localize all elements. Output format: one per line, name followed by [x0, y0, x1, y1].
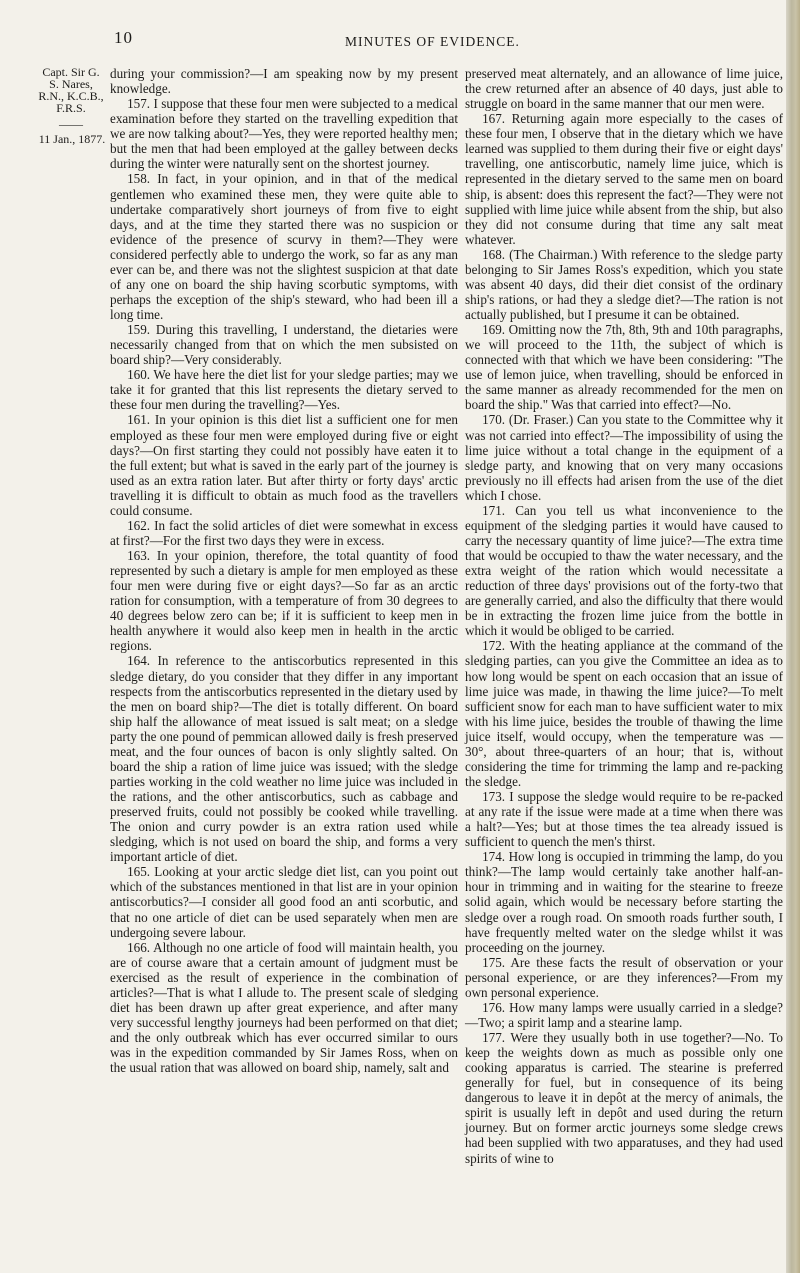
witness-name-line: F.R.S. — [56, 101, 86, 115]
page-number: 10 — [114, 28, 133, 47]
paragraph: 167. Returning again more especially to the cases of these four men, I observe that in the dietary which we have learned was supplied to them during their five or eight days' travelling, one antiscorbutic, namely lime juice, which is represented in the dietary served to the same men on board ship, is absent: does this represent the fact?—They were not supplied with lime juice while absent from the ship, but also they did not consume during that time any salt meat whatever. — [465, 111, 783, 247]
paragraph: 172. With the heating appliance at the command of the sledging parties, can you give the Committee an idea as to how long would be spent on each occasion that an issue of lime juice was made, in thawing the lime juice?—To melt sufficient snow for each man to have sufficient water to mix with his lime juice, besides the trouble of thawing the lime juice itself, would occupy, when the temperature was — 30°, about three-quarters of an hour; that is, without considering the time for trimming the lamp and re-packing the sledge. — [465, 638, 783, 789]
paragraph: 166. Although no one article of food will maintain health, you are of course aware that a certain amount of judgment must be exercised as the result of experience in the combination of articles?—That is what I allude to. The present scale of sledging diet has been drawn up after great experience, and after many very successful lengthy journeys had been performed on that diet; and the only outbreak which has ever occurred similar to ours was in the expedition commanded by Sir James Ross, when on the usual ration that was allowed on board ship, namely, salt and — [110, 939, 458, 1076]
paragraph: 157. I suppose that these four men were subjected to a medical examination before they started on the travelling expedition that we are now talking about?—Yes, they were reported healthy men; but the men that had been employed at the galley between decks during the winter were naturally sent on the shortest journey. — [110, 96, 458, 172]
paragraph: 171. Can you tell us what inconvenience to the equipment of the sledging parties it would have caused to carry the necessary quantity of lime juice?—The extra time that would be occupied to thaw the water necessary, and the extra weight of the ration which would necessitate a reduction of three days' provisions out of the forty-two that are generally carried, and also the difficulty that there would be in extracting the frozen lime juice from the bottle in which it would be obliged to be carried. — [465, 502, 783, 639]
right-column — [465, 66, 783, 1166]
left-column — [110, 66, 458, 1075]
paragraph: during your commission?—I am speaking now by my present knowledge. — [110, 66, 458, 97]
paragraph: 175. Are these facts the result of observation or your personal experience, or are they inferences?—From my own personal experience. — [465, 954, 783, 1000]
margin-divider: —— — [59, 117, 83, 131]
paragraph: 163. In your opinion, therefore, the total quantity of food represented by such a dietary is ample for men employed as these four men were during five or eight days?—So far as an arctic ration for consumption, with a temperature of from 30 degrees to 40 degrees below zero can be; if it is sufficient to keep men in health anywhere it would also keep men in health in the arctic regions. — [110, 548, 458, 654]
paragraph: 158. In fact, in your opinion, and in that of the medical gentlemen who examined these men, they were quite able to undertake comparatively short journeys of from five to eight days, and at the time they started there was no suspicion or evidence of the presence of scurvy in them?—They were considered perfectly able to undergo the work, so far as any man ever can be, and there was not the slightest suspicion at that date of any one on board the ship having scorbutic symptoms, with perhaps the exception of the ship's steward, who had been ill a long time. — [110, 171, 458, 322]
witness-name-line: S. Nares, — [49, 77, 93, 91]
witness-date: 11 Jan., 1877. — [38, 132, 106, 146]
running-head: MINUTES OF EVIDENCE. — [345, 34, 520, 49]
witness-name-line: Capt. Sir G. — [42, 65, 100, 79]
paragraph: 177. Were they usually both in use together?—No. To keep the weights down as much as possible only one cooking apparatus is carried. The stearine is preferred generally for fuel, but in consequence of its being dangerous to leave it in depôt at the mercy of animals, the spirit is usually left in depôt and used during the return journey. But on former arctic journeys some sledge crews had been supplied with two apparatuses, and they had used spirits of wine to — [465, 1030, 783, 1166]
paragraph: 159. During this travelling, I understand, the dietaries were necessarily changed from that on which the men subsisted on board ship?—Very considerably. — [110, 322, 458, 368]
paragraph: 160. We have here the diet list for your sledge parties; may we take it for granted that this list represents the dietary served to these four men during the travelling?—Yes. — [110, 367, 458, 413]
paragraph: 174. How long is occupied in trimming the lamp, do you think?—The lamp would certainly take another half-an-hour in trimming and in waiting for the stearine to freeze solid again, which would be necessary before starting the sledge over a rough road. On smooth roads further south, I have frequently melted water on the sledge whilst it was proceeding on the journey. — [465, 849, 783, 955]
paragraph: 162. In fact the solid articles of diet were somewhat in excess at first?—For the first two days they were in excess. — [110, 517, 458, 548]
paragraph: 169. Omitting now the 7th, 8th, 9th and 10th paragraphs, we will proceed to the 11th, the subject of which is connected with that which we have been considering: "The use of lemon juice, when travelling, should be enforced in the same manner as already recommended for the men on board the ship." Was that carried into effect?—No. — [465, 322, 783, 413]
paragraph: 173. I suppose the sledge would require to be re-packed at any rate if the issue were made at a time when there was a halt?—Yes; but at those times the tea already issued is sufficient to quench the men's thirst. — [465, 789, 783, 850]
witness-name-line: R.N., K.C.B., — [38, 89, 104, 103]
paragraph: 170. (Dr. Fraser.) Can you state to the Committee why it was not carried into effect?—The impossibility of using the lime juice without a total change in the equipment of a sledge party, and knowing that on very many occasions previously no ill effects had arisen from the use of the diet which I chose. — [465, 412, 783, 503]
paragraph: 164. In reference to the antiscorbutics represented in this sledge dietary, do you consider that they differ in any important respects from the antiscorbutics represented in the dietary used by the men on board ship?—The diet is totally different. On board ship half the allowance of meat issued is salt meat; on a sledge party the one pound of pemmican allowed daily is fresh preserved meat, and the four ounces of bacon is only slightly salted. On board the ship a ration of lime juice was issued; with the sledge parties working in the cold weather no lime juice was included in the rations, and the other antiscorbutics, such as cabbage and preserved fruits, could not possibly be cooked while travelling. The onion and curry powder is an extra ration used while sledging, which is not used on board the ship, and forms a very important article of diet. — [110, 653, 458, 865]
paragraph: 176. How many lamps were usually carried in a sledge?—Two; a spirit lamp and a stearine lamp. — [465, 999, 783, 1030]
paragraph: 165. Looking at your arctic sledge diet list, can you point out which of the substances mentioned in that list are in your opinion antiscorbutics?—I consider all good food an anti scorbutic, and that no one article of diet can be used separately when men are undergoing severe labour. — [110, 864, 458, 940]
witness-name — [36, 66, 106, 114]
page-edge-shadow — [786, 0, 800, 1273]
paragraph: preserved meat alternately, and an allowance of lime juice, the crew returned after an absence of 40 days, just able to struggle on board in the same manner that our men were. — [465, 66, 783, 112]
paragraph: 168. (The Chairman.) With reference to the sledge party belonging to Sir James Ross's expedition, which you state was absent 40 days, did their diet consist of the ordinary ship's rations, or had they a sledge diet?—The ration is not actually published, but I presume it can be obtained. — [465, 246, 783, 322]
paragraph: 161. In your opinion is this diet list a sufficient one for men employed as these four men were employed during five or eight days?—On first starting they could not possibly have eaten it to the full extent; but what is saved in the early part of the journey is used as an extra ration later. But after thirty or forty days' arctic travelling it is difficult to obtain as much food as the travellers could consume. — [110, 412, 458, 518]
